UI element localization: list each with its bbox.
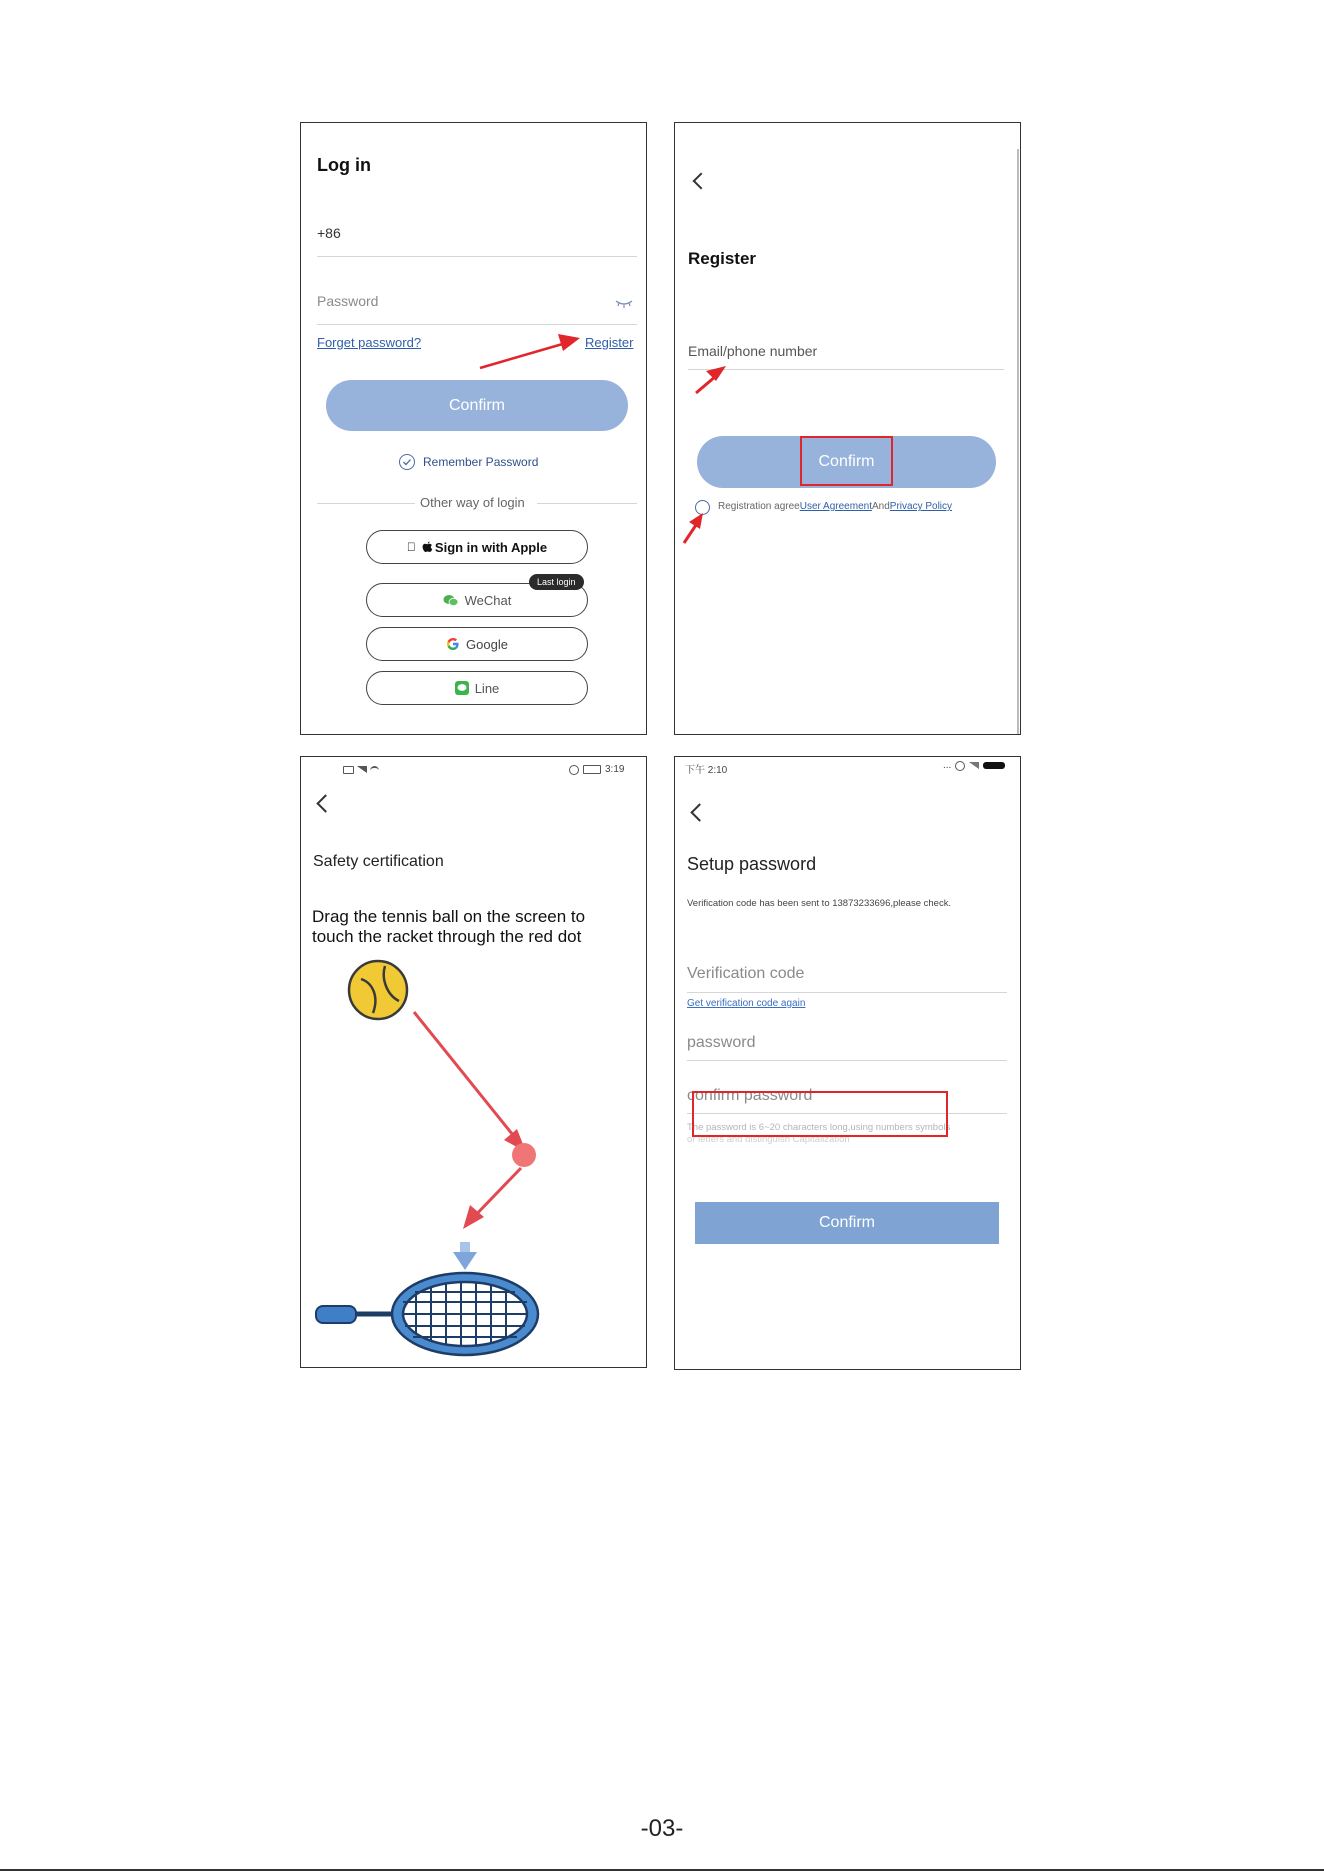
password-field[interactable]: Password (317, 293, 379, 309)
status-time: 3:19 (605, 764, 625, 775)
agreement-text (718, 501, 952, 512)
register-screen (674, 122, 1021, 735)
other-way-label: Other way of login (420, 495, 525, 510)
login-confirm-button[interactable]: Confirm (326, 380, 628, 431)
right-edge-bar (1017, 149, 1019, 735)
google-icon (446, 637, 460, 651)
last-login-badge: Last login (529, 574, 584, 590)
password-underline (687, 1060, 1007, 1061)
check-circle-icon (399, 454, 415, 470)
status-bar-right (943, 760, 1005, 771)
tennis-ball-icon[interactable] (349, 961, 407, 1019)
setup-confirm-button[interactable]: Confirm (695, 1202, 999, 1244)
login-title: Log in (317, 155, 371, 175)
status-dots: ... (943, 760, 952, 771)
captcha-illustration[interactable] (301, 757, 647, 1368)
sign-in-with-apple-button[interactable] (366, 530, 588, 564)
google-button-label: Google (466, 636, 508, 652)
email-underline (688, 369, 1004, 370)
status-time: 下午 2:10 (685, 765, 728, 776)
remember-password-toggle[interactable] (399, 454, 538, 470)
password-hint-line-2: or letters and distinguish Capitalization (687, 1134, 850, 1145)
register-link[interactable]: Register (585, 335, 634, 350)
line-button-label: Line (474, 680, 500, 696)
drag-arrow-2-icon (463, 1168, 521, 1229)
user-agreement-link[interactable]: User Agreement (799, 501, 872, 512)
wechat-icon (443, 594, 459, 607)
apple-icon (407, 540, 416, 554)
eye-closed-icon[interactable] (615, 295, 633, 305)
register-confirm-button[interactable]: Confirm (697, 436, 996, 488)
setup-password-screen (674, 756, 1021, 1370)
resend-code-link[interactable]: Get verification code again (687, 998, 806, 1009)
setup-title: Setup password (687, 854, 817, 874)
password-hint-line-1: The password is 6~20 characters long,using numbers symbols (687, 1122, 951, 1133)
down-hint-arrow-icon (453, 1242, 477, 1270)
forgot-password-link[interactable]: Forget password? (317, 335, 422, 350)
password-underline (317, 324, 637, 325)
google-login-button[interactable] (366, 627, 588, 661)
drag-arrow-1-icon (414, 1012, 526, 1152)
wechat-button-label: WeChat (464, 592, 512, 608)
verification-underline (687, 992, 1007, 993)
line-login-button[interactable] (366, 671, 588, 705)
safety-title: Safety certification (313, 853, 444, 870)
back-chevron-icon[interactable] (693, 173, 710, 190)
country-code-field[interactable]: +86 (317, 225, 341, 241)
apple-button-label: Sign in with Apple (430, 539, 543, 555)
back-chevron-icon[interactable] (690, 803, 708, 821)
email-phone-field[interactable]: Email/phone number (688, 343, 818, 359)
safety-certification-screen (300, 756, 647, 1368)
privacy-policy-link[interactable]: Privacy Policy (889, 501, 953, 512)
confirm-password-field[interactable]: confirm password (687, 1087, 813, 1104)
agree-prefix: Registration agree (718, 501, 800, 512)
other-way-divider-right (537, 503, 637, 504)
battery-icon (983, 762, 1005, 769)
line-app-icon (455, 681, 469, 695)
remember-password-label: Remember Password (423, 455, 539, 469)
and-word: And (871, 501, 890, 512)
code-sent-message: Verification code has been sent to 13873233696,please check. (687, 898, 952, 909)
agree-radio[interactable] (695, 500, 710, 515)
phone-underline (317, 256, 637, 257)
other-way-divider-left (317, 503, 415, 504)
tennis-racket-icon[interactable] (316, 1273, 538, 1355)
bottom-rule (0, 1869, 1324, 1871)
page-number: -03- (640, 1815, 684, 1842)
hint-highlight-box (692, 1091, 948, 1137)
red-dot-target (512, 1143, 536, 1167)
verification-code-field[interactable]: Verification code (687, 965, 805, 982)
login-screen (300, 122, 647, 735)
password-field[interactable]: password (687, 1034, 756, 1051)
apple-logo-icon (422, 541, 433, 553)
instruction-line-2: touch the racket through the red dot (312, 927, 582, 946)
instruction-line-1: Drag the tennis ball on the screen to (312, 907, 586, 926)
signal-icon (969, 762, 979, 769)
sync-icon (955, 761, 965, 771)
confirm-highlight-box (800, 436, 893, 486)
register-title: Register (688, 249, 757, 268)
